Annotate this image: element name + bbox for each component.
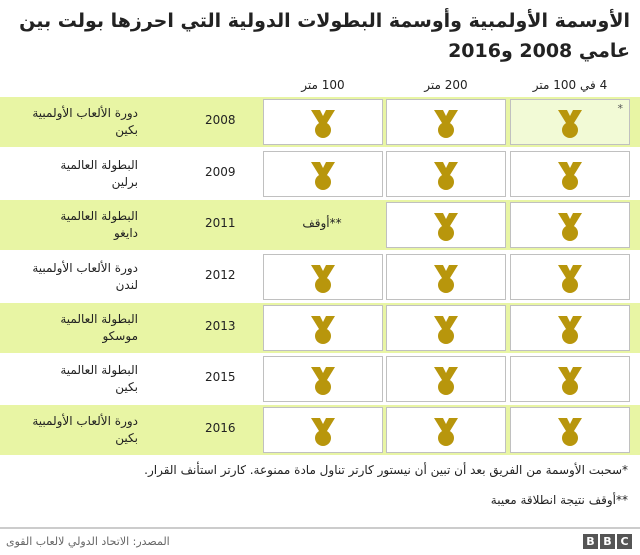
medal-icon xyxy=(434,213,458,243)
medal-icon xyxy=(558,367,582,397)
table-row xyxy=(0,149,640,199)
medal-icon xyxy=(558,316,582,346)
medal-cell xyxy=(386,99,506,145)
table-row xyxy=(0,405,640,455)
medal-icon xyxy=(558,265,582,295)
event-name: البطولة العالمية xyxy=(60,158,138,172)
medal-icon xyxy=(558,213,582,243)
event-label xyxy=(0,208,138,242)
event-label xyxy=(0,260,138,294)
medal-cell xyxy=(263,254,383,300)
event-label xyxy=(0,362,138,396)
medal-icon xyxy=(434,418,458,448)
medal-cell xyxy=(263,305,383,351)
medal-cell xyxy=(263,202,381,246)
bbc-logo: B B C xyxy=(583,534,632,549)
disqualified-label: **أوقف xyxy=(302,216,342,230)
table-row xyxy=(0,303,640,353)
event-year: 2016 xyxy=(205,421,236,435)
column-header: 100 متر xyxy=(301,78,345,92)
medal-cell xyxy=(386,305,506,351)
source-text: المصدر: الاتحاد الدولي لالعاب القوى xyxy=(6,535,170,548)
medal-icon xyxy=(311,162,335,192)
event-year: 2008 xyxy=(205,113,236,127)
medal-icon xyxy=(558,162,582,192)
medal-cell xyxy=(510,305,630,351)
event-name: دورة الألعاب الأولمبية xyxy=(32,106,138,120)
medal-icon xyxy=(558,418,582,448)
medal-cell xyxy=(510,202,630,248)
chart-title: الأوسمة الأولمبية وأوسمة البطولات الدولية التي احرزها بولت بين عامي 2008 و2016 xyxy=(19,10,630,62)
footnote-1: *سحبت الأوسمة من الفريق بعد أن تبين أن نيستور كارتر تناول مادة ممنوعة. كارتر استأنف القرار. xyxy=(144,463,628,477)
table-row xyxy=(0,252,640,302)
event-year: 2009 xyxy=(205,165,236,179)
medal-cell xyxy=(386,151,506,197)
medal-icon xyxy=(434,316,458,346)
event-city: برلين xyxy=(111,175,138,189)
medal-cell xyxy=(263,99,383,145)
column-header: 4 في 100 متر xyxy=(532,78,608,92)
medal-icon xyxy=(311,265,335,295)
event-name: البطولة العالمية xyxy=(60,312,138,326)
table-row xyxy=(0,97,640,147)
asterisk-mark: * xyxy=(617,102,623,115)
event-name: دورة الألعاب الأولمبية xyxy=(32,414,138,428)
medal-cell xyxy=(510,407,630,453)
medal-icon xyxy=(434,265,458,295)
footer xyxy=(0,527,640,555)
medal-cell xyxy=(386,254,506,300)
table-row xyxy=(0,200,640,250)
medal-icon xyxy=(434,110,458,140)
medal-icon xyxy=(311,316,335,346)
medal-cell xyxy=(263,151,383,197)
event-year: 2012 xyxy=(205,268,236,282)
table-row xyxy=(0,354,640,404)
event-label xyxy=(0,157,138,191)
event-name: البطولة العالمية xyxy=(60,363,138,377)
medal-cell xyxy=(510,356,630,402)
medal-icon xyxy=(311,418,335,448)
event-city: موسكو xyxy=(102,329,138,343)
event-city: بكين xyxy=(115,123,138,137)
medal-icon xyxy=(311,110,335,140)
medal-cell xyxy=(386,202,506,248)
medal-icon xyxy=(311,367,335,397)
event-year: 2011 xyxy=(205,216,236,230)
medal-cell xyxy=(386,407,506,453)
medal-cell xyxy=(263,356,383,402)
medal-cell xyxy=(510,254,630,300)
medal-cell xyxy=(510,151,630,197)
medal-cell xyxy=(386,356,506,402)
event-city: بكين xyxy=(115,431,138,445)
medal-icon xyxy=(434,367,458,397)
event-year: 2013 xyxy=(205,319,236,333)
event-year: 2015 xyxy=(205,370,236,384)
medal-icon xyxy=(434,162,458,192)
event-name: البطولة العالمية xyxy=(60,209,138,223)
event-city: بكين xyxy=(115,380,138,394)
medal-cell xyxy=(510,99,630,145)
event-city: دايغو xyxy=(113,226,138,240)
event-label xyxy=(0,311,138,345)
medal-icon xyxy=(558,110,582,140)
footnote-2: **أوقف نتيجة انطلاقة معيبة xyxy=(490,493,628,507)
event-label xyxy=(0,413,138,447)
event-name: دورة الألعاب الأولمبية xyxy=(32,261,138,275)
event-city: لندن xyxy=(115,278,138,292)
event-label xyxy=(0,105,138,139)
column-header: 200 متر xyxy=(424,78,468,92)
medal-cell xyxy=(263,407,383,453)
